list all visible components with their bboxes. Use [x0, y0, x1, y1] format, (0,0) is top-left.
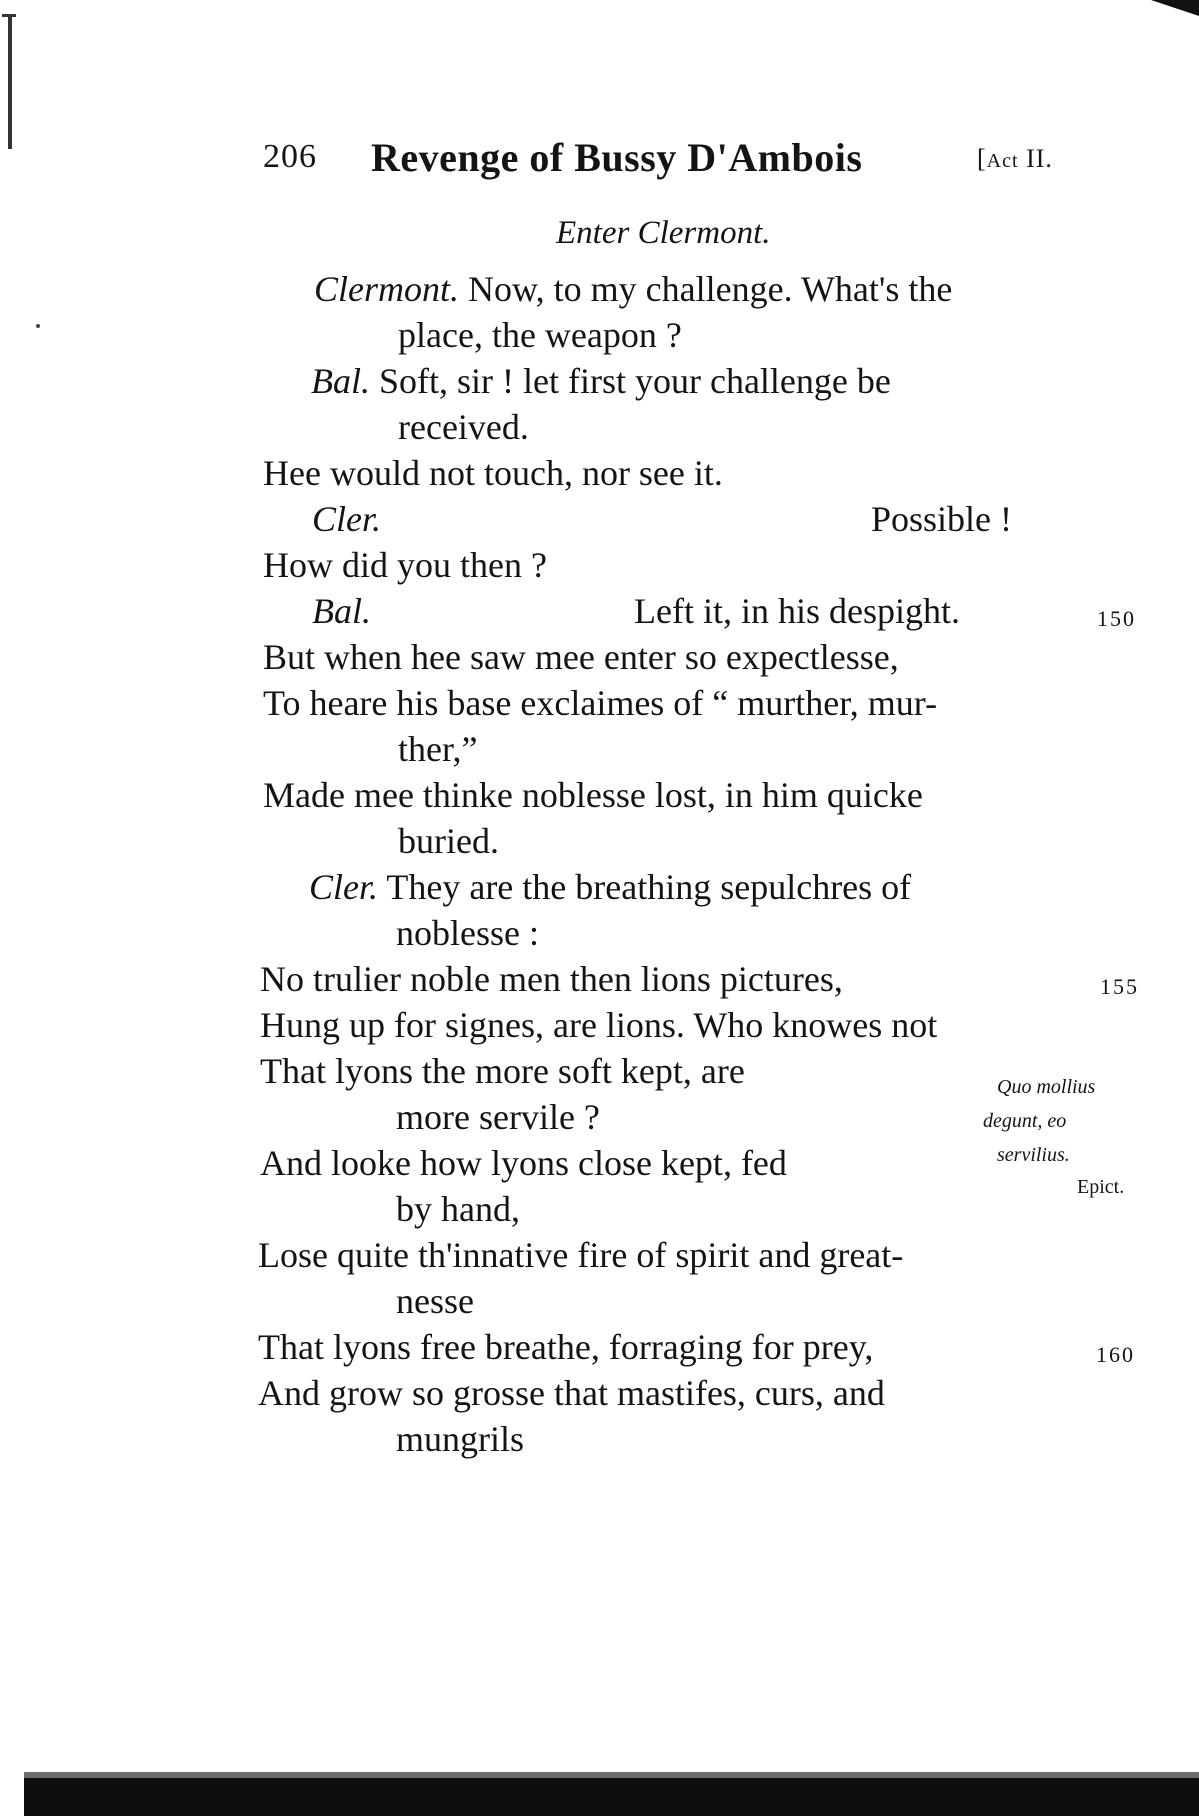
- verse-line: Lose quite th'innative fire of spirit and great-: [258, 1235, 904, 1275]
- running-title: Revenge of Bussy D'Ambois: [371, 135, 863, 180]
- verse-line: How did you then ?: [263, 545, 547, 585]
- speaker: Bal.: [312, 591, 371, 631]
- verse-continuation: noblesse :: [396, 913, 539, 953]
- running-header: [263, 135, 1103, 198]
- verse-line: Bal. Soft, sir ! let first your challenge be: [311, 361, 891, 401]
- marginal-note-line: degunt, eo: [983, 1110, 1067, 1132]
- binding-edge-serif: [2, 14, 16, 17]
- verse-continuation: buried.: [398, 821, 499, 861]
- verse-line: And grow so grosse that mastifes, curs, and: [258, 1373, 885, 1413]
- act-label: [Act II.: [977, 144, 1053, 173]
- line-number: 150: [1097, 606, 1136, 631]
- verse-line: Possible !: [871, 499, 1013, 539]
- verse-continuation: received.: [398, 407, 529, 447]
- speaker: Bal.: [311, 361, 370, 401]
- speaker: Cler.: [309, 867, 379, 907]
- verse-line: And looke how lyons close kept, fed: [260, 1143, 787, 1183]
- verse-continuation: by hand,: [396, 1189, 520, 1229]
- verse-continuation: mungrils: [396, 1419, 525, 1459]
- verse-line: Clermont. Now, to my challenge. What's the: [314, 269, 953, 309]
- verse-line: Hung up for signes, are lions. Who knowes not: [260, 1005, 938, 1045]
- verse-line: Made mee thinke noblesse lost, in him quicke: [263, 775, 923, 815]
- line-number: 155: [1100, 974, 1139, 999]
- marginal-note-line: Quo mollius: [997, 1076, 1096, 1098]
- speaker: Cler.: [312, 499, 382, 539]
- verse-continuation: place, the weapon ?: [398, 315, 682, 355]
- verse-line: To heare his base exclaimes of “ murther, mur-: [263, 683, 938, 723]
- marginal-note-line: servilius.: [997, 1144, 1070, 1166]
- verse-line: No trulier noble men then lions pictures,: [260, 959, 843, 999]
- line-number: 160: [1096, 1342, 1135, 1367]
- verse-continuation: more servile ?: [396, 1097, 600, 1137]
- page-corner-mark: [1151, 0, 1199, 16]
- verse-line: Hee would not touch, nor see it.: [263, 453, 723, 493]
- binding-edge-mark: [8, 14, 12, 149]
- verse-line: That lyons free breathe, forraging for prey,: [258, 1327, 874, 1367]
- verse-line: That lyons the more soft kept, are: [260, 1051, 745, 1091]
- verse-line: Cler. They are the breathing sepulchres of: [309, 867, 912, 907]
- marginal-note-source: Epict.: [1077, 1176, 1125, 1198]
- verse-line: But when hee saw mee enter so expectlesse,: [263, 637, 899, 677]
- speck: [36, 324, 40, 328]
- speaker: Clermont.: [314, 269, 460, 309]
- verse-line: Left it, in his despight.: [634, 591, 960, 631]
- page-number: 206: [263, 138, 317, 175]
- stage-direction: Enter Clermont.: [556, 215, 771, 251]
- verse-continuation: nesse: [396, 1281, 474, 1321]
- verse-continuation: ther,”: [398, 729, 478, 769]
- scan-bottom-border: [24, 1778, 1199, 1816]
